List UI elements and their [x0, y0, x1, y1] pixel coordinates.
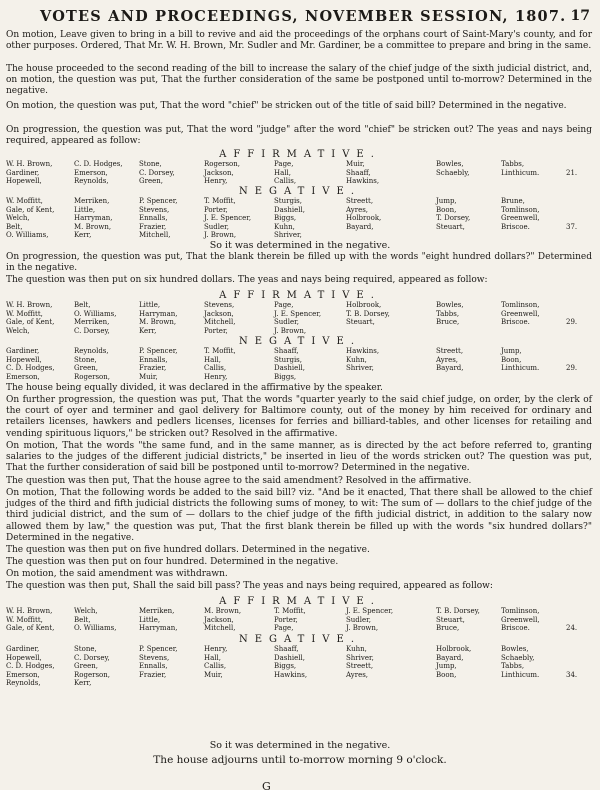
member-name: O. Williams,	[6, 231, 49, 240]
affirmative-heading: AFFIRMATIVE.	[219, 290, 381, 301]
member-name: Sturgis,	[274, 355, 302, 364]
paragraph: On motion, the said amendment was withdrawn.	[6, 569, 228, 579]
member-name: Kuhn,	[274, 222, 295, 231]
vote-row	[6, 231, 592, 240]
member-name: Stevens,	[204, 301, 235, 309]
member-name: Briscoe.	[501, 222, 530, 231]
member-name: Little,	[139, 301, 161, 309]
member-name: Hawkins,	[346, 177, 380, 186]
vote-row	[6, 645, 592, 654]
vote-row	[6, 654, 592, 663]
member-name: Porter,	[204, 205, 228, 214]
member-name: T. B. Dorsey,	[436, 607, 480, 615]
member-name: Green,	[74, 662, 98, 671]
member-name: Mitchell,	[139, 231, 171, 240]
member-name: Biggs,	[274, 214, 297, 223]
negative-heading: NEGATIVE.	[238, 634, 362, 645]
vote-count: 24.	[566, 624, 578, 633]
member-name: Welch,	[6, 214, 30, 223]
vote-row	[6, 177, 592, 186]
vote-count: 37.	[566, 222, 578, 231]
paragraph: On progression, the question was put, That the word "judge" after the word "chief" be stricken out? The yeas and nays being required, appeared as follow:	[6, 125, 592, 147]
member-name: Ennalls,	[139, 355, 168, 364]
member-name: Dashiell,	[274, 364, 305, 373]
member-name: Bayard,	[436, 653, 464, 662]
member-name: P. Spencer,	[139, 197, 178, 205]
result-line: So it was determined in the negative.	[209, 240, 391, 251]
member-name: Henry,	[204, 372, 228, 381]
member-name: Sudler,	[274, 318, 299, 327]
member-name: Linthicum.	[501, 364, 540, 373]
member-name: Belt,	[6, 222, 23, 231]
member-name: J. Brown,	[204, 231, 237, 240]
member-name: Harryman,	[139, 624, 178, 633]
member-name: C. Dorsey,	[139, 168, 175, 177]
member-name: Dashiell,	[274, 653, 305, 662]
member-name: Greenwell,	[501, 214, 540, 223]
member-name: Reynolds,	[6, 679, 41, 688]
member-name: Greenwell,	[501, 615, 540, 624]
affirmative-heading: AFFIRMATIVE.	[219, 149, 381, 160]
member-name: Emerson,	[6, 372, 40, 381]
member-name: Hall,	[204, 355, 221, 364]
member-name: Ennalls,	[139, 214, 168, 223]
member-name: Callis,	[204, 364, 227, 373]
member-name: Shriver,	[346, 364, 374, 373]
member-name: Stevens,	[139, 205, 170, 214]
member-name: Tomlinson,	[501, 301, 540, 309]
member-name: Linthicum.	[501, 670, 540, 679]
member-name: W. Moffitt,	[6, 197, 43, 205]
vote-row	[6, 364, 592, 373]
member-name: Shaaff,	[274, 645, 299, 653]
member-name: Harryman,	[74, 214, 113, 223]
paragraph: The house being equally divided, it was declared in the affirmative by the speaker.	[6, 383, 383, 393]
member-name: Porter,	[204, 326, 228, 335]
vote-list	[6, 301, 592, 335]
member-name: Streett,	[346, 662, 374, 671]
member-name: Gardiner,	[6, 347, 40, 355]
member-name: Reynolds,	[74, 347, 109, 355]
member-name: Frazier,	[139, 364, 167, 373]
member-name: Stone,	[139, 160, 162, 168]
signature-mark: G	[262, 780, 271, 790]
member-name: Rogerson,	[74, 670, 110, 679]
member-name: Hawkins,	[274, 670, 308, 679]
member-name: Merriken,	[74, 197, 110, 205]
member-name: Kerr,	[74, 679, 92, 688]
member-name: Muir,	[346, 160, 365, 168]
vote-list	[6, 160, 592, 186]
negative-heading: NEGATIVE.	[238, 336, 362, 347]
vote-count: 29.	[566, 318, 578, 327]
member-name: J. E. Spencer,	[274, 309, 322, 318]
member-name: Mitchell,	[204, 624, 236, 633]
member-name: Muir,	[204, 670, 223, 679]
negative-heading: NEGATIVE.	[238, 186, 362, 197]
member-name: Gale, of Kent,	[6, 205, 55, 214]
member-name: Little,	[74, 205, 96, 214]
member-name: Tomlinson,	[501, 607, 540, 615]
member-name: C. Dorsey,	[74, 653, 110, 662]
member-name: T. Moffit,	[204, 197, 236, 205]
member-name: M. Brown,	[204, 607, 242, 615]
member-name: C. Dorsey,	[74, 326, 110, 335]
paragraph: The house proceeded to the second reading of the bill to increase the salary of the chief judge of the sixth judicial district, and, on motion, the question was put, That the further consideration of the same be postponed until to-morrow? Determined in the negative.	[6, 64, 592, 97]
paragraph: On motion, Leave given to bring in a bill to revive and aid the proceedings of the orphans court of Saint-Mary's county, and for other purposes. Ordered, That Mr. W. H. Brown, Mr. Sudler and Mr. Gardiner, be a committee to prepare and bring in the same.	[6, 30, 592, 52]
member-name: C. D. Hodges,	[74, 160, 123, 168]
member-name: Little,	[139, 615, 161, 624]
member-name: Steuart,	[346, 318, 375, 327]
vote-row	[6, 301, 592, 310]
member-name: Briscoe.	[501, 624, 530, 633]
affirmative-heading: AFFIRMATIVE.	[219, 596, 381, 607]
member-name: O. Williams,	[74, 309, 117, 318]
member-name: Welch,	[6, 326, 30, 335]
member-name: Dashiell,	[274, 205, 305, 214]
vote-row	[6, 607, 592, 616]
member-name: T. Moffit,	[274, 607, 306, 615]
member-name: Gardiner,	[6, 168, 40, 177]
member-name: W. H. Brown,	[6, 160, 53, 168]
member-name: Rogerson,	[204, 160, 240, 168]
member-name: Stevens,	[139, 653, 170, 662]
member-name: Holbrook,	[346, 301, 382, 309]
member-name: Briscoe.	[501, 318, 530, 327]
vote-list	[6, 197, 592, 240]
member-name: Holbrook,	[346, 214, 382, 223]
member-name: T. Dorsey,	[436, 214, 471, 223]
paragraph: The question was then put on six hundred dollars. The yeas and nays being required, appeared as follow:	[6, 275, 488, 285]
member-name: Biggs,	[274, 372, 297, 381]
member-name: M. Brown,	[139, 318, 177, 327]
member-name: Steuart,	[436, 222, 465, 231]
member-name: Shaaff,	[346, 168, 371, 177]
page-header	[30, 8, 590, 30]
member-name: J. Brown,	[274, 326, 307, 335]
member-name: Sudler,	[204, 222, 229, 231]
paragraph: On further progression, the question was put, That the words "quarter yearly to the said chief judge, on order, by the clerk of the court of oyer and terminer and gaol delivery for Baltimore county, out of the money by him received for ordinary and retailers licenses, hawkers and pedlers licenses, licenses for ferries and billiard-tables, and other licenses for retailing and vending spirituous liquors," be stricken out? Resolved in the affirmative.	[6, 395, 592, 439]
member-name: Sturgis,	[274, 197, 302, 205]
vote-row	[6, 662, 592, 671]
member-name: Biggs,	[274, 662, 297, 671]
vote-row	[6, 223, 592, 232]
vote-row	[6, 679, 592, 688]
member-name: Reynolds,	[74, 177, 109, 186]
member-name: Holbrook,	[436, 645, 472, 653]
vote-list	[6, 645, 592, 688]
member-name: W. Moffitt,	[6, 309, 43, 318]
member-name: Bayard,	[346, 222, 374, 231]
member-name: J. E. Spencer,	[346, 607, 394, 615]
member-name: Page,	[274, 160, 294, 168]
paragraph: The question was then put, That the house agree to the said amendment? Resolved in the affirmative.	[6, 476, 472, 486]
paragraph: On motion, That the following words be added to the said bill? viz. "And be it enacted, That there shall be allowed to the chief judges of the third and fifth judicial districts the following sums of money, to wit: The sum of — dollars to the chief judge of the third judicial district, and the sum of — dollars to the chief judge of the fifth judicial district, in addition to the salary now allowed them by law," the question was put, That the first blank therein be filled up with the words "six hundred dollars?" Determined in the negative.	[6, 488, 592, 543]
member-name: Tabbs,	[501, 160, 525, 168]
member-name: Stone,	[74, 645, 97, 653]
vote-row	[6, 373, 592, 382]
member-name: Gale, of Kent,	[6, 318, 55, 327]
member-name: Schaebly,	[436, 168, 470, 177]
member-name: Boon,	[436, 205, 457, 214]
member-name: Hopewell,	[6, 653, 42, 662]
member-name: Jump,	[436, 662, 457, 671]
vote-row	[6, 624, 592, 633]
member-name: Tabbs,	[501, 662, 525, 671]
member-name: Belt,	[74, 301, 91, 309]
member-name: Gale, of Kent,	[6, 624, 55, 633]
member-name: Kerr,	[139, 326, 157, 335]
member-name: T. B. Dorsey,	[346, 309, 390, 318]
member-name: Jackson,	[204, 168, 234, 177]
member-name: Emerson,	[74, 168, 108, 177]
vote-count: 29.	[566, 364, 578, 373]
vote-row	[6, 616, 592, 625]
paragraph: The question was then put, Shall the said bill pass? The yeas and nays being required, appeared as follow:	[6, 581, 493, 591]
member-name: Streett,	[436, 347, 464, 355]
member-name: Rogerson,	[74, 372, 110, 381]
member-name: Bowles,	[436, 301, 464, 309]
vote-row	[6, 356, 592, 365]
vote-row	[6, 318, 592, 327]
member-name: Callis,	[274, 177, 297, 186]
member-name: Boon,	[436, 670, 457, 679]
member-name: Bowles,	[501, 645, 529, 653]
member-name: C. D. Hodges,	[6, 662, 55, 671]
member-name: J. Brown,	[346, 624, 379, 633]
member-name: Gardiner,	[6, 645, 40, 653]
member-name: Frazier,	[139, 670, 167, 679]
member-name: T. Moffit,	[204, 347, 236, 355]
member-name: Ennalls,	[139, 662, 168, 671]
page-title: VOTES AND PROCEEDINGS, NOVEMBER SESSION, 1807.	[40, 8, 567, 25]
vote-row	[6, 347, 592, 356]
member-name: Belt,	[74, 615, 91, 624]
member-name: Page,	[274, 301, 294, 309]
member-name: W. Moffitt,	[6, 615, 43, 624]
member-name: Green,	[139, 177, 163, 186]
member-name: Hall,	[204, 653, 221, 662]
paragraph: The question was then put on five hundred dollars. Determined in the negative.	[6, 545, 370, 555]
paragraph: On motion, That the words "the same fund, and in the same manner, as is directed by the act before referred to, granting salaries to the judges of the different judicial districts," be inserted in lieu of the words stricken out? The question was put, That the further consideration of said bill be postponed until to-morrow? Determined in the negative.	[6, 441, 592, 474]
member-name: Frazier,	[139, 222, 167, 231]
member-name: Kuhn,	[346, 355, 367, 364]
member-name: Porter,	[274, 615, 298, 624]
member-name: Jump,	[501, 347, 522, 355]
member-name: Merriken,	[139, 607, 175, 615]
member-name: Henry,	[204, 645, 228, 653]
member-name: Hopewell,	[6, 177, 42, 186]
member-name: Welch,	[74, 607, 98, 615]
member-name: Bowles,	[436, 160, 464, 168]
paragraph: On progression, the question was put, That the blank therein be filled up with the words "eight hundred dollars?" Determined in the negative.	[6, 252, 592, 274]
member-name: Jackson,	[204, 309, 234, 318]
member-name: Page,	[274, 624, 294, 633]
member-name: Streett,	[346, 197, 374, 205]
member-name: Mitchell,	[204, 318, 236, 327]
adjournment-line: The house adjourns until to-morrow morning 9 o'clock.	[153, 754, 447, 766]
member-name: O. Williams,	[74, 624, 117, 633]
vote-count: 21.	[566, 168, 578, 177]
member-name: J. E. Spencer,	[204, 214, 252, 223]
member-name: Bruce,	[436, 318, 460, 327]
member-name: Bruce,	[436, 624, 460, 633]
member-name: C. D. Hodges,	[6, 364, 55, 373]
member-name: Jump,	[436, 197, 457, 205]
paragraph: The question was then put on four hundred. Determined in the negative.	[6, 557, 339, 567]
member-name: Muir,	[139, 372, 158, 381]
member-name: Brune,	[501, 197, 525, 205]
member-name: Steuart,	[436, 615, 465, 624]
member-name: Hall,	[274, 168, 291, 177]
member-name: Emerson,	[6, 670, 40, 679]
member-name: P. Spencer,	[139, 645, 178, 653]
member-name: Merriken,	[74, 318, 110, 327]
member-name: Kerr,	[74, 231, 92, 240]
member-name: W. H. Brown,	[6, 607, 53, 615]
vote-row	[6, 214, 592, 223]
member-name: Harryman,	[139, 309, 178, 318]
member-name: Hawkins,	[346, 347, 380, 355]
paragraph: On motion, the question was put, That the word "chief" be stricken out of the title of said bill? Determined in the negative.	[6, 101, 567, 111]
vote-list	[6, 347, 592, 381]
member-name: W. H. Brown,	[6, 301, 53, 309]
member-name: Ayres,	[346, 670, 369, 679]
member-name: Bayard,	[436, 364, 464, 373]
member-name: Shriver,	[346, 653, 374, 662]
member-name: M. Brown,	[74, 222, 112, 231]
member-name: P. Spencer,	[139, 347, 178, 355]
member-name: Hopewell,	[6, 355, 42, 364]
member-name: Linthicum.	[501, 168, 540, 177]
member-name: Tabbs,	[436, 309, 460, 318]
member-name: Green,	[74, 364, 98, 373]
vote-count: 34.	[566, 670, 578, 679]
member-name: Shriver,	[274, 231, 302, 240]
member-name: Stone,	[74, 355, 97, 364]
member-name: Jackson,	[204, 615, 234, 624]
vote-row	[6, 197, 592, 206]
vote-row	[6, 169, 592, 178]
member-name: Sudler,	[346, 615, 371, 624]
vote-row	[6, 206, 592, 215]
member-name: Tomlinson,	[501, 205, 540, 214]
member-name: Greenwell,	[501, 309, 540, 318]
member-name: Henry,	[204, 177, 228, 186]
vote-row	[6, 160, 592, 169]
vote-list	[6, 607, 592, 633]
member-name: Shaaff,	[274, 347, 299, 355]
vote-row	[6, 671, 592, 680]
member-name: Schaebly,	[501, 653, 535, 662]
member-name: Ayres,	[436, 355, 459, 364]
member-name: Kuhn,	[346, 645, 367, 653]
member-name: Callis,	[204, 662, 227, 671]
page-number: 17	[570, 8, 590, 24]
result-line: So it was determined in the negative.	[209, 740, 391, 751]
member-name: Boon,	[501, 355, 522, 364]
member-name: Ayres,	[346, 205, 369, 214]
vote-row	[6, 310, 592, 319]
vote-row	[6, 327, 592, 336]
